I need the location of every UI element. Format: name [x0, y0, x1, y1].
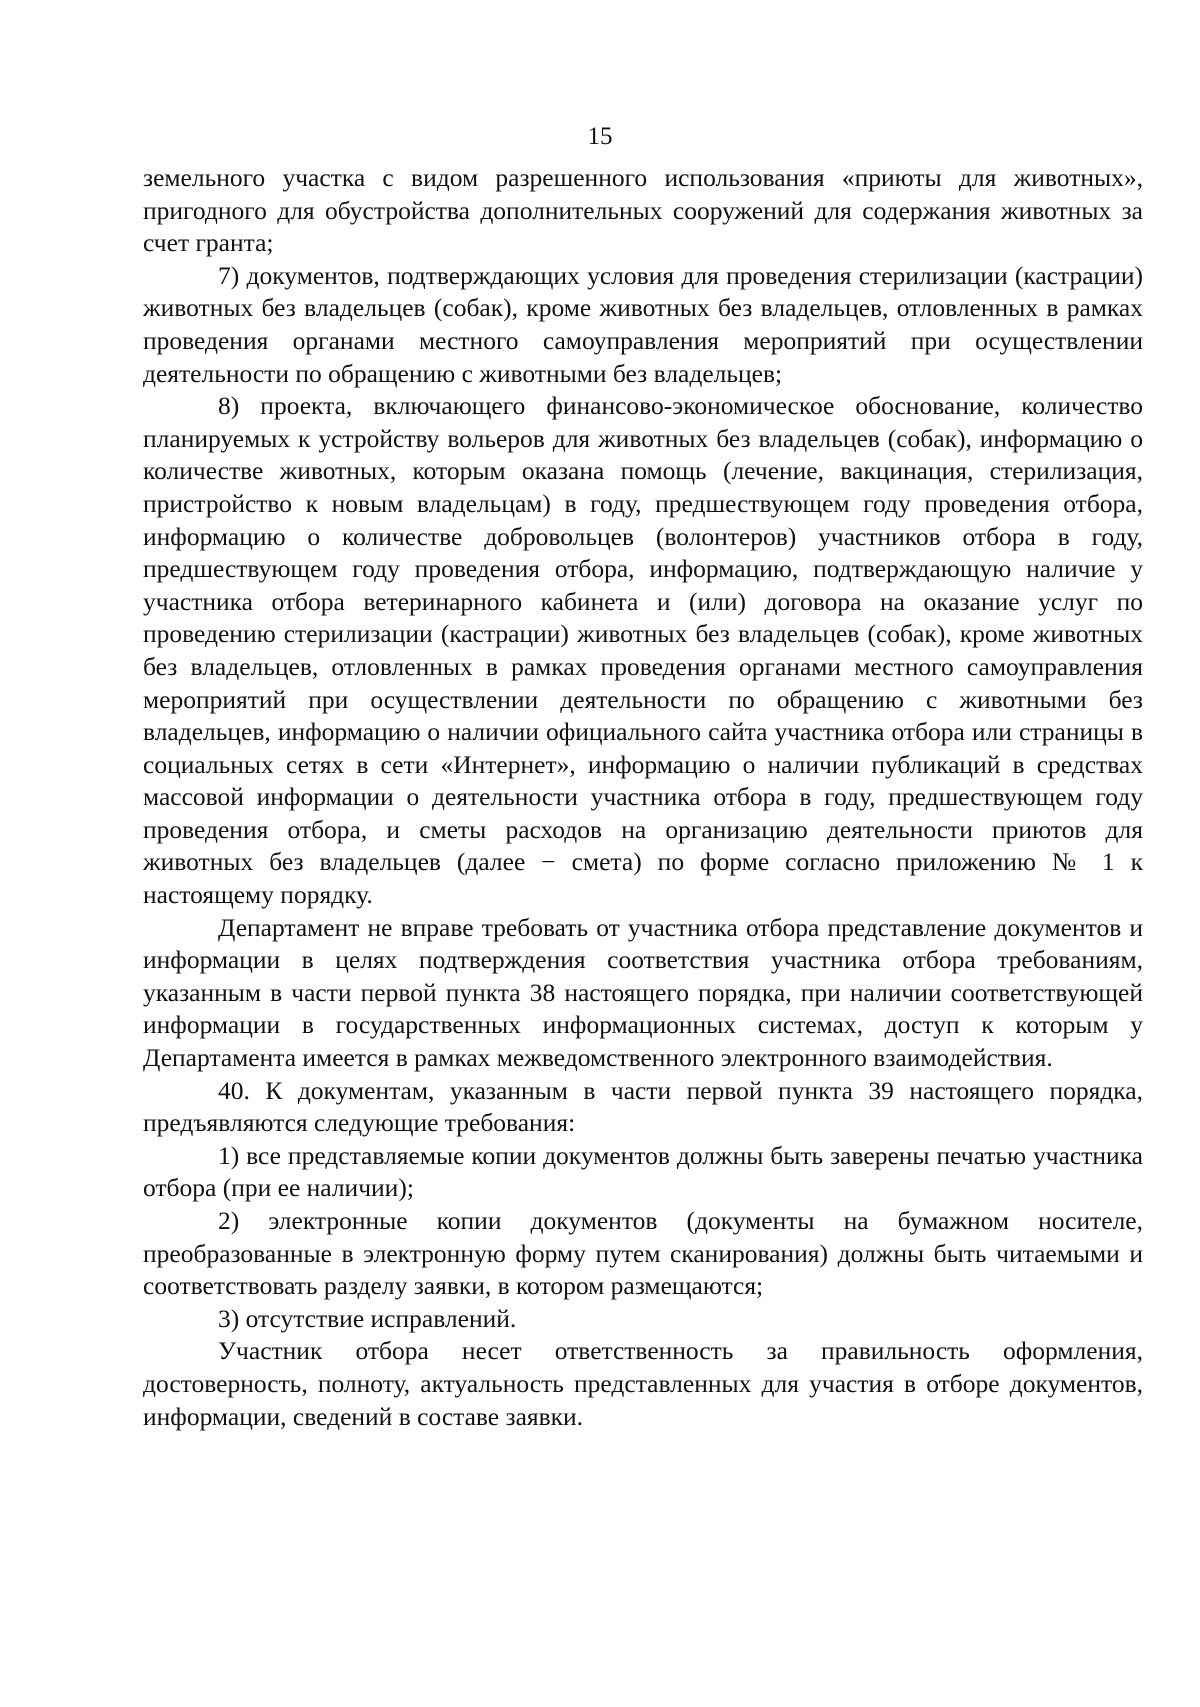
- paragraph-responsibility: Участник отбора несет ответственность за правильность оформления, достоверность, полноту, актуальность представленных для участия в отборе документов, информации, сведений в составе заявки.: [143, 1336, 1143, 1431]
- document-body: [143, 162, 1143, 1433]
- paragraph-item-7: 7) документов, подтверждающих условия для проведения стерилизации (кастрации) животных без владельцев (собак), кроме животных без владельцев, отловленных в рамках проведения органами местного самоуправления мероприятий при осуществлении деятельности по обращению с животными без владельцев;: [143, 260, 1143, 388]
- paragraph-continuation: земельного участка с видом разрешенного использования «приюты для животных», пригодного для обустройства дополнительных сооружений для содержания животных за счет гранта;: [143, 163, 1143, 258]
- paragraph-item-8: 8) проекта, включающего финансово-экономическое обоснование, количество планируемых к устройству вольеров для животных без владельцев (собак), информацию о количестве животных, которым оказана помощь (лечение, вакцинация, стерилизация, пристройство к новым владельцам) в году, предшествующем году проведения отбора, информацию о количестве добровольцев (волонтеров) участников отбора в году, предшествующем году проведения отбора, информацию, подтверждающую наличие у участника отбора ветеринарного кабинета и (или) договора на оказание услуг по проведению стерилизации (кастрации) животных без владельцев (собак), кроме животных без владельцев, отловленных в рамках проведения органами местного самоуправления мероприятий при осуществлении деятельности по обращению с животными без владельцев, информацию о наличии официального сайта участника отбора или страницы в социальных сетях в сети «Интернет», информацию о наличии публикаций в средствах массовой информации о деятельности участника отбора в году, предшествующем году проведения отбора, и сметы расходов на организацию деятельности приютов для животных без владельцев (далее − смета) по форме согласно приложению № 1 к настоящему порядку.: [143, 391, 1143, 910]
- paragraph-requirement-3: 3) отсутствие исправлений.: [218, 1303, 517, 1333]
- page-number: 15: [587, 123, 613, 150]
- paragraph-department-note: Департамент не вправе требовать от участника отбора представление документов и информации в целях подтверждения соответствия участника отбора требованиям, указанным в части первой пункта 38 настоящего порядка, при наличии соответствующей информации в государственных информационных системах, доступ к которым у Департамента имеется в рамках межведомственного электронного взаимодействия.: [143, 912, 1143, 1073]
- paragraph-clause-40: 40. К документам, указанным в части первой пункта 39 настоящего порядка, предъявляются следующие требования:: [143, 1075, 1143, 1138]
- paragraph-requirement-1: 1) все представляемые копии документов должны быть заверены печатью участника отбора (при ее наличии);: [143, 1140, 1143, 1203]
- paragraph-requirement-2: 2) электронные копии документов (документы на бумажном носителе, преобразованные в электронную форму путем сканирования) должны быть читаемыми и соответствовать разделу заявки, в котором размещаются;: [143, 1206, 1143, 1301]
